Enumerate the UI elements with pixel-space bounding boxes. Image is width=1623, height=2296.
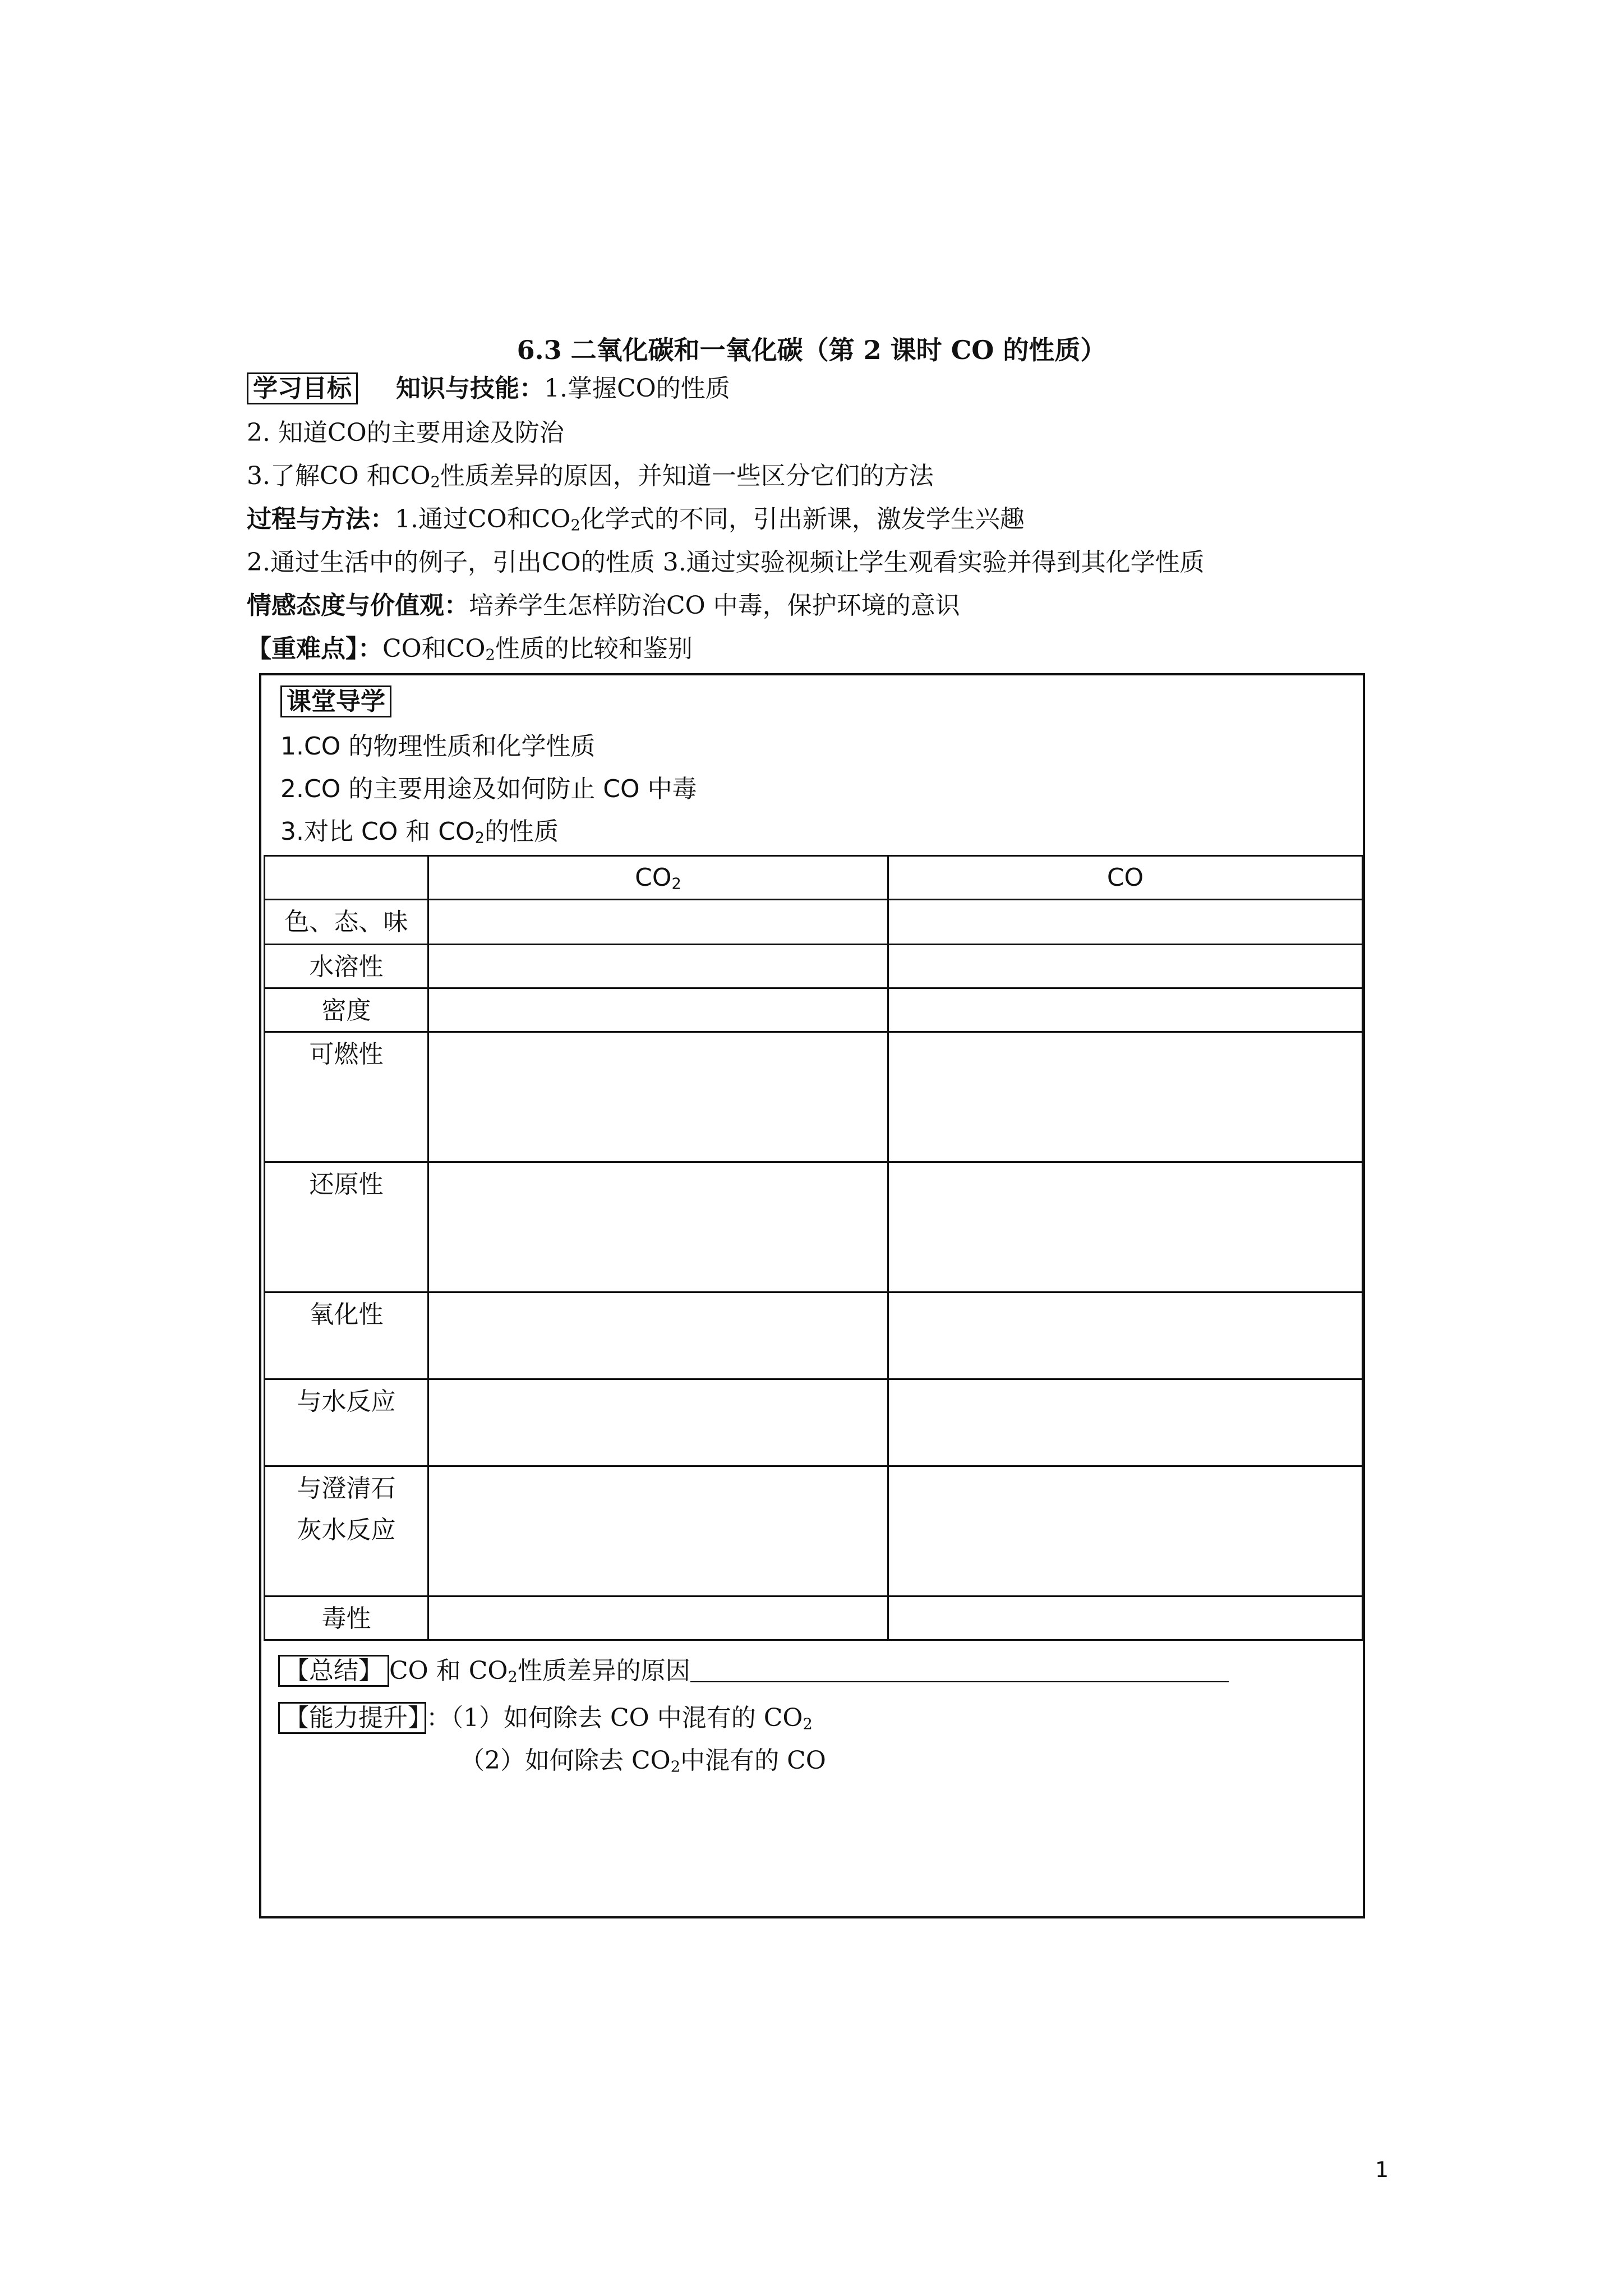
page-title: 6.3 二氧化碳和一氧化碳（第 2 课时 CO 的性质） <box>517 335 1106 365</box>
subscript: 2 <box>485 646 495 664</box>
table-cell <box>888 988 1363 1032</box>
guide-item-1: 1.CO 的物理性质和化学性质 <box>280 732 596 761</box>
row-label-limewater-line-1: 与澄清石 <box>297 1474 396 1503</box>
key-points-label: 【重难点】： <box>247 634 382 663</box>
subscript: 2 <box>670 1758 681 1776</box>
guide-item-3-text: 3.对比 CO 和 CO <box>280 817 475 846</box>
subscript: 2 <box>570 517 580 535</box>
row-label-limewater-line-2: 灰水反应 <box>297 1516 396 1544</box>
row-label-toxicity: 毒性 <box>265 1596 428 1640</box>
table-row <box>265 945 1363 988</box>
table-cell <box>428 945 888 988</box>
table-row <box>265 1292 1363 1379</box>
table-cell <box>428 1162 888 1292</box>
page-number: 1 <box>1375 2157 1389 2182</box>
header-co2 <box>428 856 888 900</box>
table-cell <box>428 1379 888 1466</box>
table-cell <box>888 945 1363 988</box>
ability-label: 【能力提升】 <box>278 1702 426 1734</box>
table-cell <box>888 900 1363 945</box>
table-row <box>265 988 1363 1032</box>
row-label-oxidizability: 氧化性 <box>265 1292 428 1379</box>
key-points-text: CO和CO <box>382 634 486 663</box>
table-cell <box>428 1292 888 1379</box>
header-co2-text: CO <box>635 863 672 892</box>
table-row <box>265 900 1363 945</box>
summary-label: 【总结】 <box>278 1655 389 1687</box>
guide-box-label: 课堂导学 <box>280 685 391 717</box>
row-label-reaction-with-limewater <box>265 1466 428 1596</box>
subscript: 2 <box>508 1668 518 1686</box>
table-row <box>265 1032 1363 1162</box>
row-label-density: 密度 <box>265 988 428 1032</box>
summary-line <box>278 1655 1229 1687</box>
table-row <box>265 1162 1363 1292</box>
table-row <box>265 1379 1363 1466</box>
table-cell <box>888 1032 1363 1162</box>
knowledge-item-1: 1.掌握CO的性质 <box>544 374 730 403</box>
process-item-1-text: 1.通过CO和CO <box>395 505 571 533</box>
row-label-reducibility: 还原性 <box>265 1162 428 1292</box>
process-item-1-rest: 化学式的不同，引出新课，激发学生兴趣 <box>580 505 1025 533</box>
table-cell <box>888 1596 1363 1640</box>
table-cell <box>428 1032 888 1162</box>
guide-item-3 <box>280 816 559 848</box>
table-cell <box>888 1379 1363 1466</box>
table-cell <box>888 1292 1363 1379</box>
table-cell <box>428 988 888 1032</box>
knowledge-label: 知识与技能： <box>396 374 544 403</box>
header-empty-cell <box>265 856 428 900</box>
attitude-text: 培养学生怎样防治CO 中毒，保护环境的意识 <box>469 591 960 620</box>
table-row <box>265 1466 1363 1596</box>
knowledge-item-3 <box>247 460 934 493</box>
process-label: 过程与方法： <box>247 505 395 533</box>
guide-item-2: 2.CO 的主要用途及如何防止 CO 中毒 <box>280 775 697 803</box>
row-label-solubility: 水溶性 <box>265 945 428 988</box>
table-cell <box>888 1162 1363 1292</box>
ability-question-2-rest: 中混有的 CO <box>680 1746 826 1775</box>
header-co: CO <box>888 856 1363 900</box>
comparison-table <box>264 855 1363 1641</box>
ability-line-2 <box>460 1745 826 1777</box>
knowledge-item-3-text: 3.了解CO 和CO <box>247 462 431 490</box>
ability-question-1: ：（1）如何除去 CO 中混有的 CO <box>426 1704 803 1732</box>
row-label-color-state-smell: 色、态、味 <box>265 900 428 945</box>
key-points-rest: 性质的比较和鉴别 <box>495 634 693 663</box>
table-cell <box>428 1466 888 1596</box>
summary-answer-blank[interactable] <box>690 1657 1229 1682</box>
knowledge-item-2: 2. 知道CO的主要用途及防治 <box>247 418 564 447</box>
table-cell <box>888 1466 1363 1596</box>
process-line-2: 2.通过生活中的例子，引出CO的性质 3.通过实验视频让学生观看实验并得到其化学性质 <box>247 548 1205 577</box>
table-cell <box>428 900 888 945</box>
process-line-1 <box>247 503 1025 536</box>
subscript: 2 <box>671 875 681 892</box>
row-label-reaction-with-water: 与水反应 <box>265 1379 428 1466</box>
attitude-label: 情感态度与价值观： <box>247 591 469 620</box>
table-header-row <box>265 856 1363 900</box>
table-cell <box>428 1596 888 1640</box>
attitude-line <box>247 590 960 622</box>
guide-item-3-rest: 的性质 <box>485 817 559 846</box>
subscript: 2 <box>430 473 440 491</box>
objectives-line-1 <box>247 372 730 405</box>
ability-question-2: （2）如何除去 CO <box>460 1746 671 1775</box>
summary-text: CO 和 CO <box>389 1657 508 1685</box>
knowledge-item-3-rest: 性质差异的原因，并知道一些区分它们的方法 <box>440 462 934 490</box>
key-points-line <box>247 633 693 665</box>
ability-line-1 <box>278 1702 813 1734</box>
subscript: 2 <box>474 829 485 847</box>
subscript: 2 <box>803 1715 813 1733</box>
row-label-flammability: 可燃性 <box>265 1032 428 1162</box>
objectives-box-label: 学习目标 <box>247 372 358 404</box>
guide-box-label-line <box>280 685 391 718</box>
summary-rest: 性质差异的原因 <box>517 1657 690 1685</box>
table-row <box>265 1596 1363 1640</box>
